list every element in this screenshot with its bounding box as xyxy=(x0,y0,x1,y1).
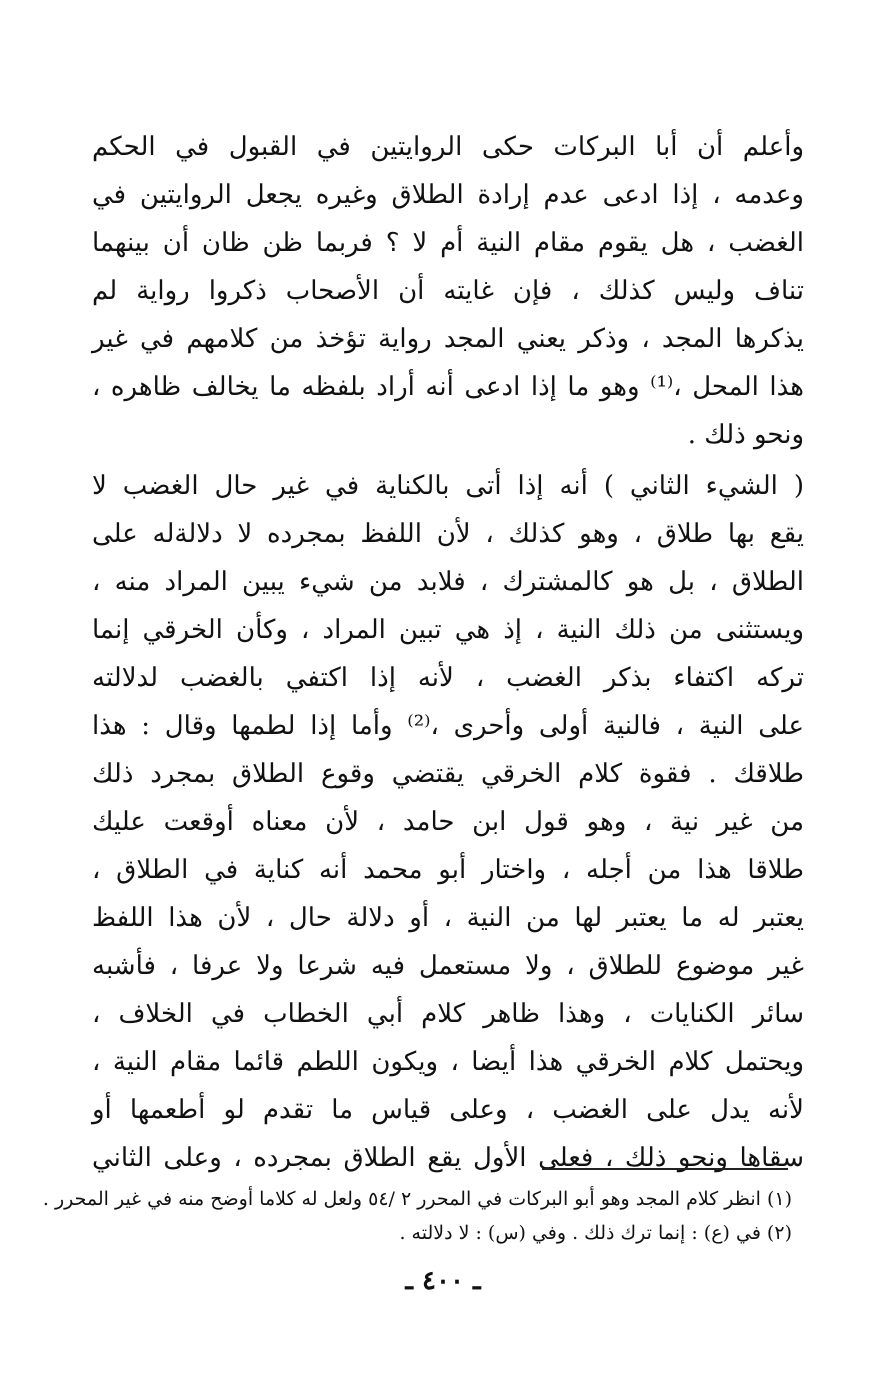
text-line: سقاها ونحو ذلك ، فعلى الأول يقع الطلاق بمجرده ، وعلى الثاني xyxy=(92,1143,804,1173)
text-line: سائر الكنايات ، وهذا ظاهر كلام أبي الخطاب في الخلاف ، xyxy=(92,999,804,1029)
footnote-2: (٢) في (ع) : إنما ترك ذلك . وفي (س) : لا دلالته . xyxy=(399,1222,792,1244)
text-line: تناف وليس كذلك ، فإن غايته أن الأصحاب ذكروا رواية لم xyxy=(92,276,804,306)
footnote-separator xyxy=(542,1168,788,1170)
text-line: تركه اكتفاء بذكر الغضب ، لأنه إذا اكتفي بالغضب لدلالته xyxy=(92,663,804,693)
text-line: لأنه يدل على الغضب ، وعلى قياس ما تقدم لو أطعمها أو xyxy=(92,1095,804,1125)
page-number: ـ ٤٠٠ ـ xyxy=(405,1266,481,1296)
text-line: يعتبر له ما يعتبر لها من النية ، أو دلالة حال ، لأن هذا اللفظ xyxy=(92,903,804,933)
text-line: الطلاق ، بل هو كالمشترك ، فلابد من شيء يبين المراد منه ، xyxy=(92,567,804,597)
text-line: طلاقا هذا من أجله ، واختار أبو محمد أنه كناية في الطلاق ، xyxy=(92,855,804,885)
text-line: الغضب ، هل يقوم مقام النية أم لا ؟ فربما ظن ظان أن بينهما xyxy=(92,228,804,258)
footnotes xyxy=(42,1182,792,1250)
text-line: غير موضوع للطلاق ، ولا مستعمل فيه شرعا ولا عرفا ، فأشبه xyxy=(92,951,804,981)
text-line: يذكرها المجد ، وذكر يعني المجد رواية تؤخذ من كلامهم في غير xyxy=(92,324,804,354)
footnote-1: (١) انظر كلام المجد وهو أبو البركات في المحرر ٢ /٥٤ ولعل له كلاما أوضح منه في غير المحرر . xyxy=(42,1188,792,1210)
text-line: يقع بها طلاق ، وهو كذلك ، لأن اللفظ بمجرده لا دلالةله على xyxy=(92,519,804,549)
text-line: وعدمه ، إذا ادعى عدم إرادة الطلاق وغيره يجعل الروايتين في xyxy=(92,180,804,210)
text-line: ونحو ذلك . xyxy=(687,420,804,450)
text-line: ( الشيء الثاني ) أنه إذا أتى بالكناية في غير حال الغضب لا xyxy=(92,471,804,501)
text-line: ويحتمل كلام الخرقي هذا أيضا ، ويكون اللطم قائما مقام النية ، xyxy=(92,1047,804,1077)
text-line: من غير نية ، وهو قول ابن حامد ، لأن معناه أوقعت عليك xyxy=(92,807,804,837)
paragraph-1 xyxy=(92,123,804,459)
text-line: طلاقك . فقوة كلام الخرقي يقتضي وقوع الطلاق بمجرد ذلك xyxy=(92,759,804,789)
text-line: هذا المحل ،⁽¹⁾ وهو ما إذا ادعى أنه أراد بلفظه ما يخالف ظاهره ، xyxy=(92,372,804,402)
text-line: وأعلم أن أبا البركات حكى الروايتين في القبول في الحكم xyxy=(92,132,804,162)
paragraph-2 xyxy=(92,462,804,1182)
text-line: ويستثنى من ذلك النية ، إذ هي تبين المراد ، وكأن الخرقي إنما xyxy=(92,615,804,645)
text-line: على النية ، فالنية أولى وأحرى ،⁽²⁾ وأما إذا لطمها وقال : هذا xyxy=(92,711,804,741)
